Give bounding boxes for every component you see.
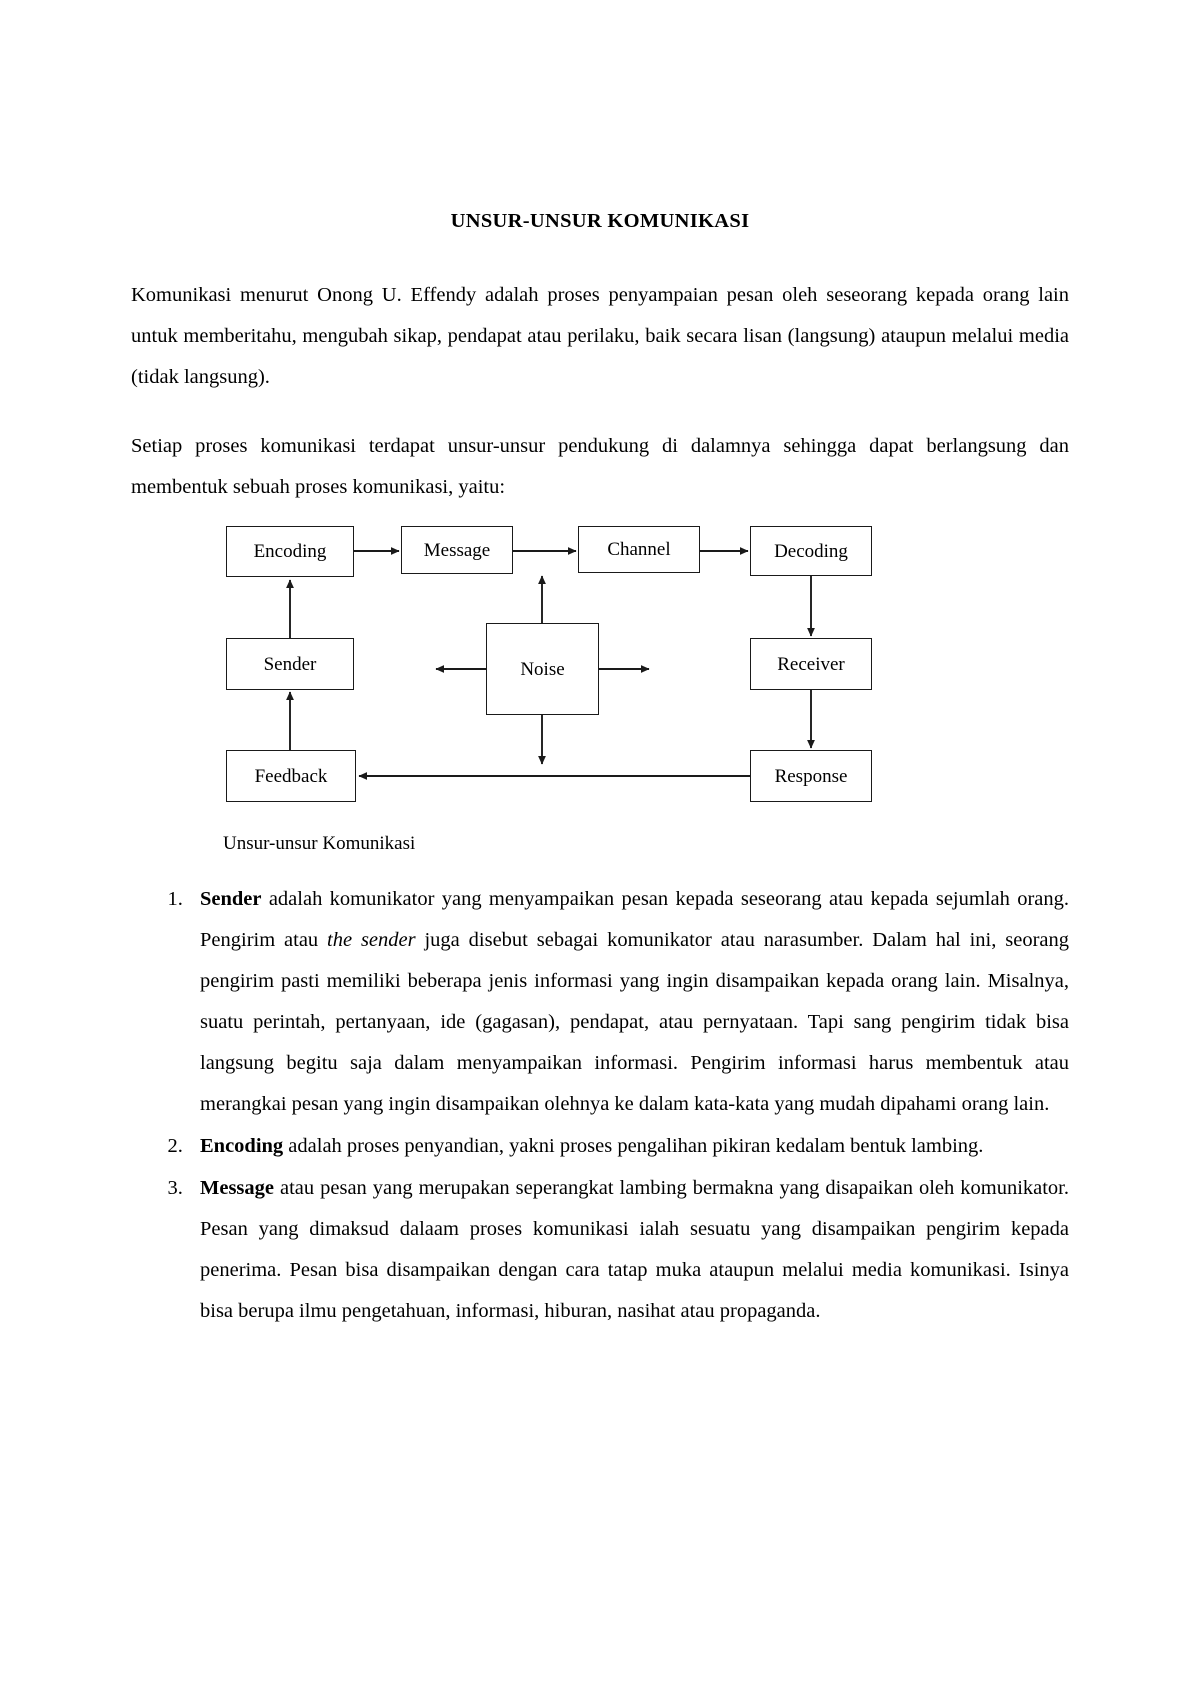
- elements-list: [131, 879, 1069, 1332]
- flow-node-response-label: Response: [774, 765, 848, 787]
- flow-node-response[interactable]: [750, 750, 872, 802]
- flow-node-channel-label: Channel: [607, 539, 671, 560]
- flow-node-receiver-label: Receiver: [777, 653, 845, 675]
- communication-elements-figure: [131, 518, 1069, 857]
- page-title: UNSUR-UNSUR KOMUNIKASI: [450, 210, 750, 232]
- flow-node-decoding-label: Decoding: [774, 540, 848, 562]
- list-item-term: Message: [200, 1176, 275, 1199]
- flow-node-receiver[interactable]: [750, 638, 872, 690]
- flow-node-encoding[interactable]: [226, 526, 354, 577]
- flowchart-diagram: [223, 518, 943, 818]
- list-item-term: Encoding: [200, 1134, 284, 1157]
- list-item: [188, 1168, 1069, 1332]
- list-item-text-a: adalah komunikator yang menyampaikan pesan kepada seseorang atau kepada sejumlah orang. Pengirim atau: [200, 887, 1069, 951]
- flow-node-sender[interactable]: [226, 638, 354, 690]
- flow-node-noise[interactable]: [486, 623, 599, 715]
- paragraph-2: Setiap proses komunikasi terdapat unsur-unsur pendukung di dalamnya sehingga dapat berlangsung dan membentuk sebuah proses komunikasi, yaitu:: [131, 435, 1069, 498]
- paragraph-1: Komunikasi menurut Onong U. Effendy adalah proses penyampaian pesan oleh seseorang kepada orang lain untuk memberitahu, mengubah sikap, pendapat atau perilaku, baik secara lisan (langsung) ataupun melalui media (tidak langsung).: [131, 284, 1069, 388]
- list-item-emphasis: the sender: [327, 928, 416, 951]
- list-item-term: Sender: [200, 887, 262, 910]
- list-item: [188, 879, 1069, 1125]
- list-item-text-b: juga disebut sebagai komunikator atau narasumber. Dalam hal ini, seorang pengirim pasti memiliki beberapa jenis informasi yang ingin disampaikan kepada orang lain. Misalnya, suatu perintah, pertanyaan, ide (gagasan), pendapat, atau pernyataan. Tapi sang pengirim tidak bisa langsung begitu saja dalam menyampaikan informasi. Pengirim informasi harus membentuk atau merangkai pesan yang ingin disampaikan olehnya ke dalam kata-kata yang mudah dipahami orang lain.: [200, 928, 1070, 1115]
- flow-node-feedback-label: Feedback: [254, 765, 328, 787]
- flow-node-message[interactable]: [401, 526, 513, 574]
- list-item-text-a: adalah proses penyandian, yakni proses pengalihan pikiran kedalam bentuk lambing.: [283, 1134, 984, 1157]
- flow-node-noise-label: Noise: [520, 658, 565, 680]
- flow-node-encoding-label: Encoding: [253, 541, 327, 562]
- flow-node-feedback[interactable]: [226, 750, 356, 802]
- flow-node-sender-label: Sender: [263, 653, 317, 675]
- figure-caption: Unsur-unsur Komunikasi: [223, 833, 416, 854]
- list-item-text-a: atau pesan yang merupakan seperangkat lambing bermakna yang disapaikan oleh komunikator. Pesan yang dimaksud dalaam proses komunikasi ialah sesuatu yang disampaikan pengirim kepada penerima. Pesan bisa disampaikan dengan cara tatap muka ataupun melalui media komunikasi. Isinya bisa berupa ilmu pengetahuan, informasi, hiburan, nasihat atau propaganda.: [200, 1176, 1069, 1322]
- flow-node-message-label: Message: [423, 539, 491, 561]
- list-item: [188, 1126, 1069, 1167]
- flow-node-decoding[interactable]: [750, 526, 872, 576]
- flow-node-channel[interactable]: [578, 526, 700, 573]
